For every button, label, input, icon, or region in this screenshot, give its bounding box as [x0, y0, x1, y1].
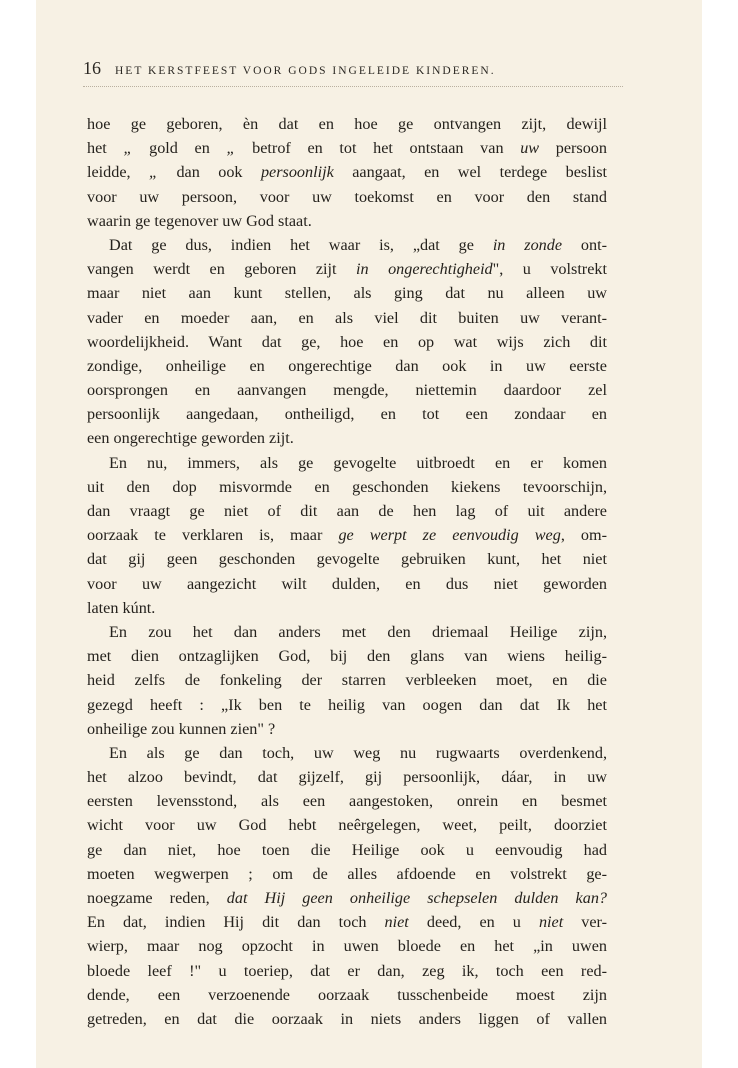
- text-line: voor uw persoon, voor uw toekomst en voor den stand: [87, 187, 607, 206]
- italic-segment: „: [149, 163, 159, 182]
- text-line: En nu, immers, als ge gevogelte uitbroedt en er komen: [109, 453, 607, 472]
- text-line: [87, 257, 607, 281]
- text-line: getreden, en dat die oorzaak in niets anders liggen of vallen: [87, 1009, 607, 1028]
- header-rule: [83, 86, 623, 87]
- text-line: [87, 886, 607, 910]
- text-line: voor uw aangezicht wilt dulden, en dus niet geworden: [87, 574, 607, 593]
- italic-segment: persoonlijk: [260, 163, 334, 182]
- text-line: En zou het dan anders met den driemaal Heilige zijn,: [109, 622, 607, 641]
- italic-segment: „: [123, 139, 133, 158]
- text-line: laten kúnt.: [87, 598, 156, 617]
- page-number: 16: [83, 58, 101, 78]
- text-line: het alzoo bevindt, dat gijzelf, gij persoonlijk, dáar, in uw: [87, 768, 607, 787]
- text-segment: ont-: [562, 235, 607, 254]
- text-segment: Dat ge dus, indien het waar is, „dat ge: [109, 235, 493, 254]
- italic-segment: dat Hij geen onheilige schepselen dulden kan?: [226, 889, 608, 907]
- text-segment: aangaat, en wel terdege beslist: [333, 163, 607, 182]
- text-line: dende, een verzoenende oorzaak tusschenbeide moest zijn: [87, 985, 607, 1004]
- text-line: onheilige zou kunnen zien" ?: [87, 719, 276, 738]
- text-line: hoe ge geboren, èn dat en hoe ge ontvangen zijt, dewijl: [87, 115, 607, 133]
- text-segment: , om-: [560, 526, 608, 545]
- text-line: ge dan niet, hoe toen die Heilige ook u eenvoudig had: [87, 840, 607, 859]
- text-segment: noegzame reden,: [87, 889, 227, 907]
- italic-segment: in ongerechtigheid: [356, 260, 493, 279]
- text-segment: het: [87, 139, 124, 158]
- italic-segment: niet: [538, 913, 564, 932]
- italic-segment: „: [226, 139, 236, 158]
- italic-segment: in zonde: [492, 235, 563, 254]
- text-line: oorsprongen en aanvangen mengde, niettemin daardoor zel: [87, 381, 607, 400]
- italic-segment: uw: [520, 139, 540, 158]
- italic-segment: niet: [384, 913, 409, 932]
- text-line: uit den dop misvormde en geschonden kiekens tevoorschijn,: [87, 477, 607, 496]
- text-line: [87, 910, 607, 934]
- text-line: [87, 160, 607, 184]
- text-line: dan vraagt ge niet of dit aan de hen lag of uit andere: [87, 502, 607, 520]
- page-body-text: [87, 112, 607, 1031]
- text-line: bloede leef !" u toeriep, dat er dan, zeg ik, toch een red-: [87, 961, 607, 980]
- text-line: met dien ontzaglijken God, bij den glans van wiens heilig-: [87, 647, 607, 666]
- page-header: [83, 58, 623, 79]
- text-line: wicht voor uw God hebt neêrgelegen, weet, peilt, doorziet: [87, 816, 607, 835]
- text-line: [87, 136, 607, 160]
- text-segment: oorzaak te verklaren is, maar: [87, 526, 339, 545]
- text-segment: betrof en tot het ontstaan van: [235, 139, 521, 158]
- text-segment: ver-: [563, 913, 607, 932]
- running-title: HET KERSTFEEST VOOR GODS INGELEIDE KINDEREN.: [115, 65, 496, 77]
- text-line: En als ge dan toch, uw weg nu rugwaarts overdenkend,: [109, 743, 607, 762]
- text-line: zondige, onheilige en ongerechtige dan ook in uw eerste: [87, 356, 607, 375]
- text-segment: vangen werdt en geboren zijt: [87, 260, 357, 279]
- text-line: dat gij geen geschonden gevogelte gebruiken kunt, het niet: [87, 550, 607, 569]
- text-line: eersten levensstond, als een aangestoken, onrein en besmet: [87, 792, 607, 811]
- italic-segment: ge werpt ze eenvoudig weg: [338, 526, 561, 545]
- text-segment: persoon: [539, 139, 607, 158]
- text-line: [87, 233, 607, 257]
- text-line: wierp, maar nog opzocht in uwen bloede en het „in uwen: [87, 937, 607, 956]
- text-line: [87, 523, 607, 547]
- text-line: persoonlijk aangedaan, ontheiligd, en tot een zondaar en: [87, 405, 607, 424]
- text-segment: gold en: [132, 139, 227, 158]
- text-segment: dan ook: [158, 163, 261, 182]
- text-segment: En dat, indien Hij dit dan toch: [87, 913, 385, 932]
- text-segment: deed, en u: [408, 913, 539, 932]
- text-segment: leidde,: [87, 163, 150, 182]
- text-line: moeten wegwerpen ; om de alles afdoende en volstrekt ge-: [87, 864, 607, 883]
- text-line: maar niet aan kunt stellen, als ging dat nu alleen uw: [87, 284, 607, 303]
- text-line: waarin ge tegenover uw God staat.: [87, 211, 312, 230]
- text-line: heid zelfs de fonkeling der starren verbleeken moet, en die: [87, 671, 607, 690]
- text-segment: ", u volstrekt: [492, 260, 607, 279]
- text-line: vader en moeder aan, en als viel dit buiten uw verant-: [87, 308, 607, 327]
- text-line: woordelijkheid. Want dat ge, hoe en op wat wijs zich dit: [87, 332, 607, 351]
- text-line: een ongerechtige geworden zijt.: [87, 429, 294, 448]
- text-line: gezegd heeft : „Ik ben te heilig van oogen dan dat Ik het: [87, 695, 607, 714]
